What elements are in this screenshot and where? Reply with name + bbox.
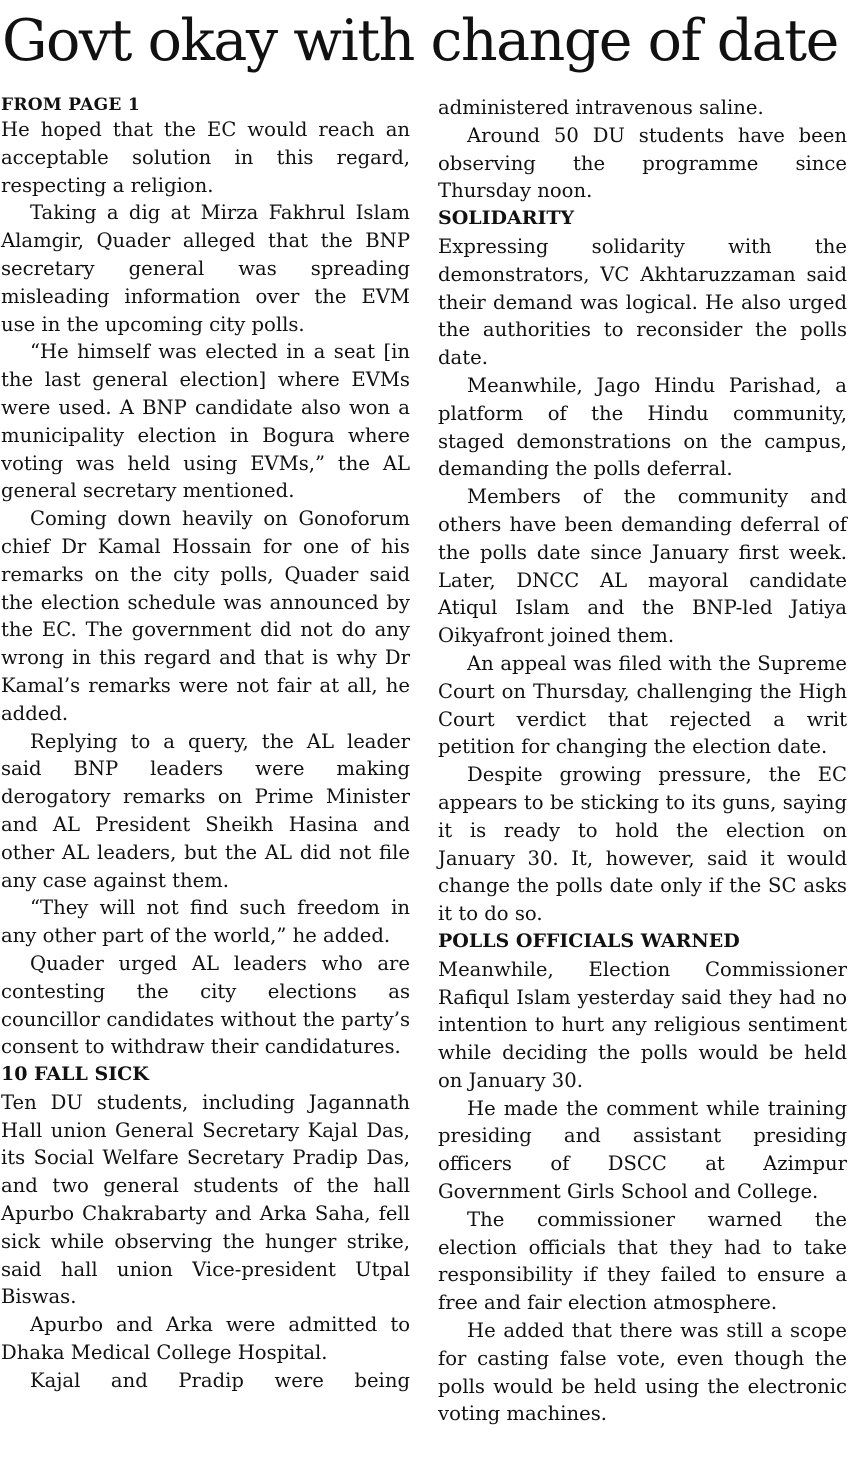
subheading-10-fall-sick: 10 FALL SICK: [1, 1063, 149, 1086]
paragraph: He made the comment while training presiding and assistant presiding officers of DSCC at Azimpur Government Girls School and College.: [438, 1096, 847, 1204]
paragraph: An appeal was filed with the Supreme Court on Thursday, challenging the High Court verdict that rejected a writ petition for changing the election date.: [438, 651, 847, 759]
paragraph: Meanwhile, Jago Hindu Parishad, a platform of the Hindu community, staged demonstrations on the campus, demanding the polls deferral.: [438, 373, 847, 481]
headline: Govt okay with change of date: [2, 8, 838, 74]
paragraph: Kajal and Pradip were being: [30, 1368, 410, 1392]
paragraph: Meanwhile, Election Commissioner Rafiqul Islam yesterday said they had no intention to hurt any religious sentiment while deciding the polls would be held on January 30.: [438, 957, 847, 1092]
paragraph: administered intravenous saline.: [438, 96, 764, 119]
paragraph: Expressing solidarity with the demonstrators, VC Akhtaruzzaman said their demand was logical. He also urged the authorities to reconsider the polls date.: [438, 234, 847, 370]
article-column-right: [438, 94, 847, 1428]
paragraph: Taking a dig at Mirza Fakhrul Islam Alamgir, Quader alleged that the BNP secretary general was spreading misleading information over the EVM use in the upcoming city polls.: [1, 201, 410, 336]
paragraph: Coming down heavily on Gonoforum chief Dr Kamal Hossain for one of his remarks on the city polls, Quader said the election schedule was announced by the EC. The government did not do any wrong in this regard and that is why Dr Kamal’s remarks were not fair at all, he added.: [1, 507, 410, 725]
paragraph: Around 50 DU students have been observing the programme since Thursday noon.: [438, 123, 847, 203]
paragraph: He hoped that the EC would reach an acceptable solution in this regard, respecting a religion.: [1, 118, 410, 197]
article-column-left: [1, 94, 410, 1395]
subheading-polls-officials-warned: POLLS OFFICIALS WARNED: [438, 929, 740, 952]
paragraph: Members of the community and others have been demanding deferral of the polls date since January first week. Later, DNCC AL mayoral candidate Atiqul Islam and the BNP-led Jatiya Oikyafront joined them.: [438, 485, 847, 648]
paragraph: Quader urged AL leaders who are contesting the city elections as councillor candidates without the party’s consent to withdraw their candidatures.: [1, 951, 410, 1059]
subheading-solidarity: SOLIDARITY: [438, 207, 575, 230]
paragraph: He added that there was still a scope for casting false vote, even though the polls would be held using the electronic voting machines.: [438, 1319, 847, 1426]
paragraph: Despite growing pressure, the EC appears to be sticking to its guns, saying it is ready to hold the election on January 30. It, however, said it would change the polls date only if the SC asks it to do so.: [438, 763, 847, 926]
paragraph: “They will not find such freedom in any other part of the world,” he added.: [1, 896, 410, 948]
paragraph: Replying to a query, the AL leader said BNP leaders were making derogatory remarks on Prime Minister and AL President Sheikh Hasina and other AL leaders, but the AL did not file any case against them.: [1, 729, 410, 892]
paragraph: Apurbo and Arka were admitted to Dhaka Medical College Hospital.: [1, 1313, 410, 1365]
paragraph: “He himself was elected in a seat [in the last general election] where EVMs were used. A BNP candidate also won a municipality election in Bogura where voting was held using EVMs,” the AL general secretary mentioned.: [1, 340, 410, 503]
paragraph: Ten DU students, including Jagannath Hall union General Secretary Kajal Das, its Social Welfare Secretary Pradip Das, and two general students of the hall Apurbo Chakrabarty and Arka Saha, fell sick while observing the hunger strike, said hall union Vice-president Utpal Biswas.: [1, 1090, 410, 1309]
continuation-kicker: FROM PAGE 1: [1, 95, 141, 115]
paragraph: The commissioner warned the election officials that they had to take responsibility if they failed to ensure a free and fair election atmosphere.: [438, 1207, 847, 1315]
